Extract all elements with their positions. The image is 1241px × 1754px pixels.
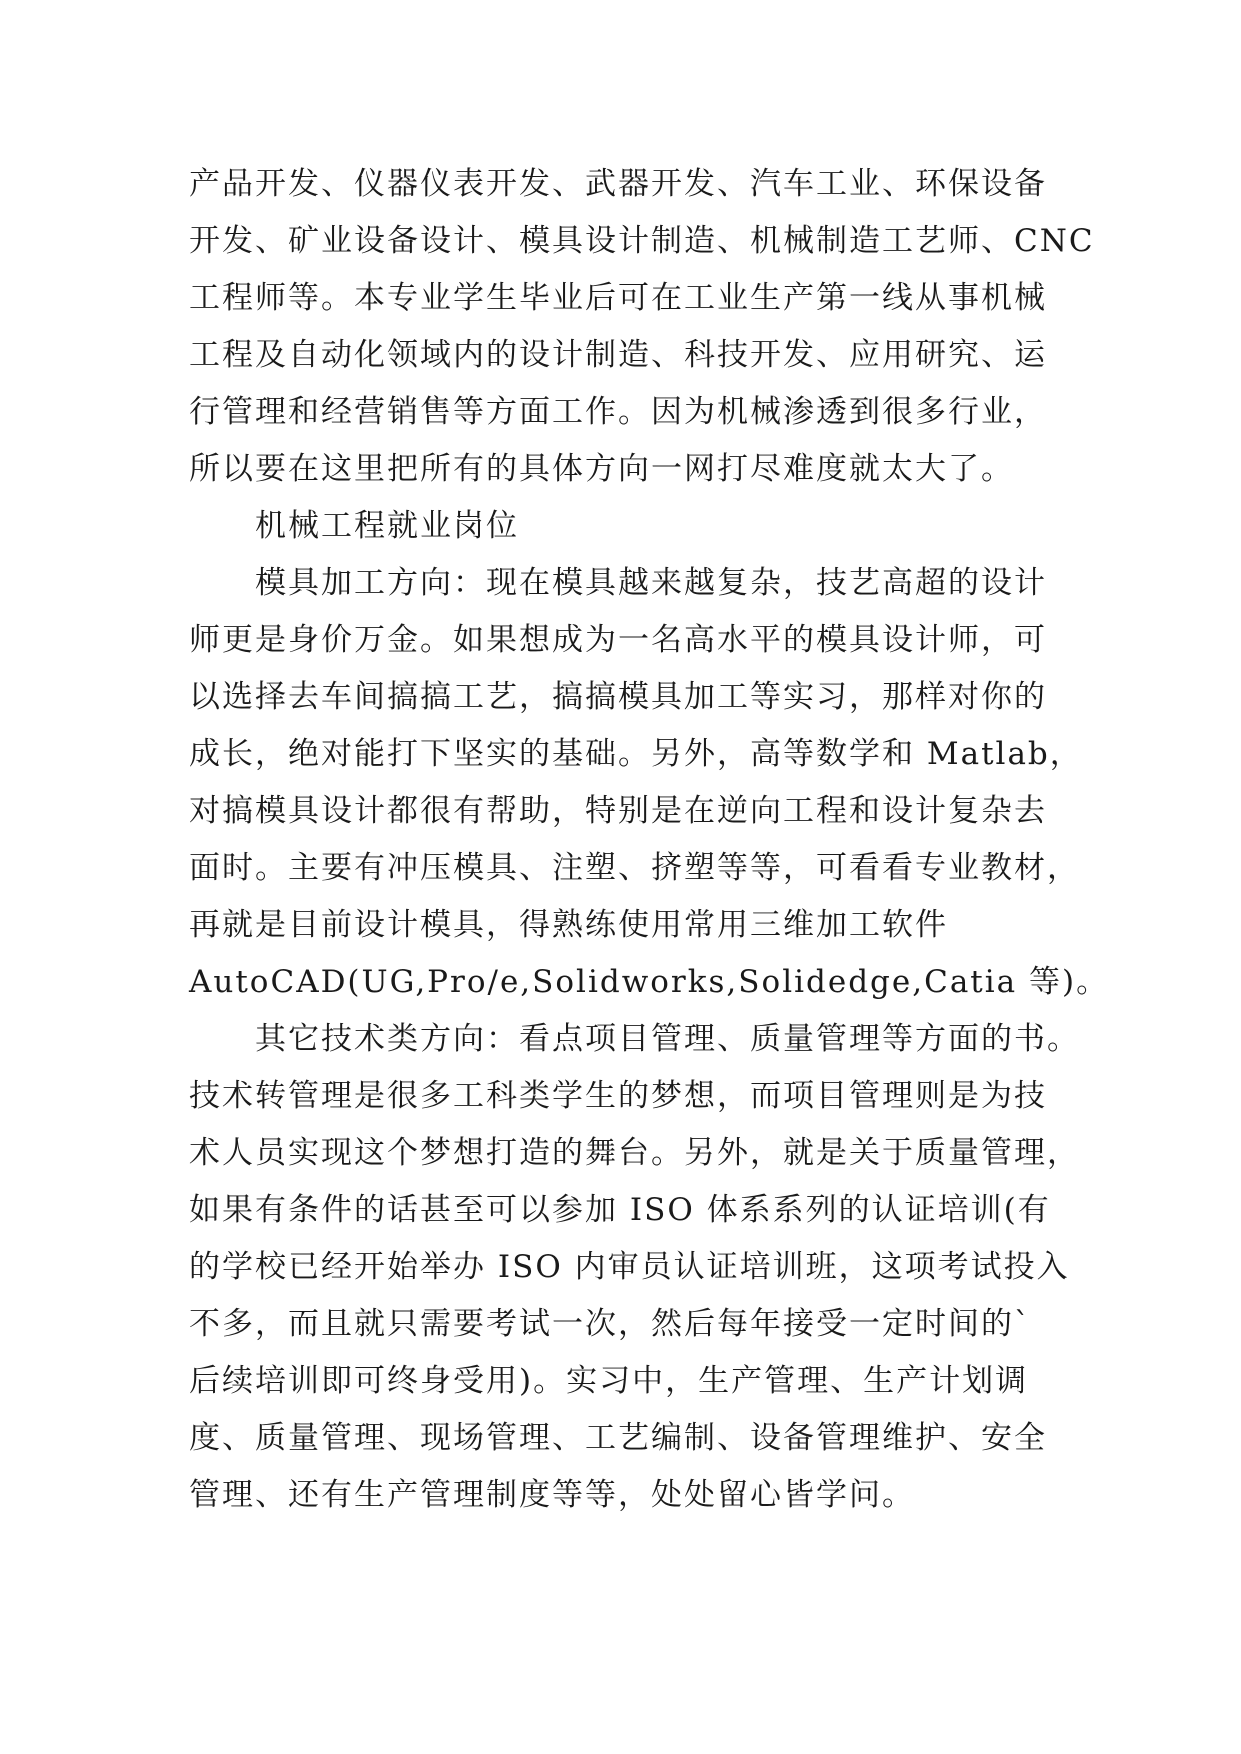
- text-line: 工程及自动化领域内的设计制造、科技开发、应用研究、运: [189, 337, 1047, 373]
- text-line: 师更是身价万金。如果想成为一名高水平的模具设计师，可: [189, 622, 1047, 658]
- text-line: 的学校已经开始举办 ISO 内审员认证培训班，这项考试投入: [189, 1249, 1070, 1285]
- text-line: 工程师等。本专业学生毕业后可在工业生产第一线从事机械: [189, 280, 1047, 316]
- text-line: 管理、还有生产管理制度等等，处处留心皆学问。: [189, 1477, 915, 1513]
- text-line: 开发、矿业设备设计、模具设计制造、机械制造工艺师、CNC: [189, 223, 1095, 259]
- text-line: 所以要在这里把所有的具体方向一网打尽难度就太大了。: [189, 451, 1014, 487]
- text-line: 术人员实现这个梦想打造的舞台。另外，就是关于质量管理，: [189, 1135, 1080, 1171]
- text-line: AutoCAD(UG,Pro/e,Solidworks,Solidedge,Catia 等)。: [189, 964, 1110, 1000]
- text-line: 后续培训即可终身受用)。实习中，生产管理、生产计划调: [189, 1363, 1029, 1399]
- text-line: 模具加工方向：现在模具越来越复杂，技艺高超的设计: [255, 565, 1047, 601]
- text-line: 技术转管理是很多工科类学生的梦想，而项目管理则是为技: [189, 1078, 1047, 1114]
- text-line: 再就是目前设计模具，得熟练使用常用三维加工软件: [189, 907, 948, 943]
- text-line: 对搞模具设计都很有帮助，特别是在逆向工程和设计复杂去: [189, 793, 1047, 829]
- text-line: 以选择去车间搞搞工艺，搞搞模具加工等实习，那样对你的: [189, 679, 1047, 715]
- text-line: 如果有条件的话甚至可以参加 ISO 体系系列的认证培训(有: [189, 1192, 1051, 1228]
- text-line: 不多，而且就只需要考试一次，然后每年接受一定时间的`: [189, 1306, 1032, 1342]
- text-line: 面时。主要有冲压模具、注塑、挤塑等等，可看看专业教材，: [189, 850, 1080, 886]
- text-line: 度、质量管理、现场管理、工艺编制、设备管理维护、安全: [189, 1420, 1047, 1456]
- section-heading: 机械工程就业岗位: [255, 508, 519, 544]
- text-line: 产品开发、仪器仪表开发、武器开发、汽车工业、环保设备: [189, 166, 1047, 202]
- text-line: 其它技术类方向：看点项目管理、质量管理等方面的书。: [255, 1021, 1080, 1057]
- text-line: 成长，绝对能打下坚实的基础。另外，高等数学和 Matlab，: [189, 736, 1083, 772]
- text-line: 行管理和经营销售等方面工作。因为机械渗透到很多行业，: [189, 394, 1047, 430]
